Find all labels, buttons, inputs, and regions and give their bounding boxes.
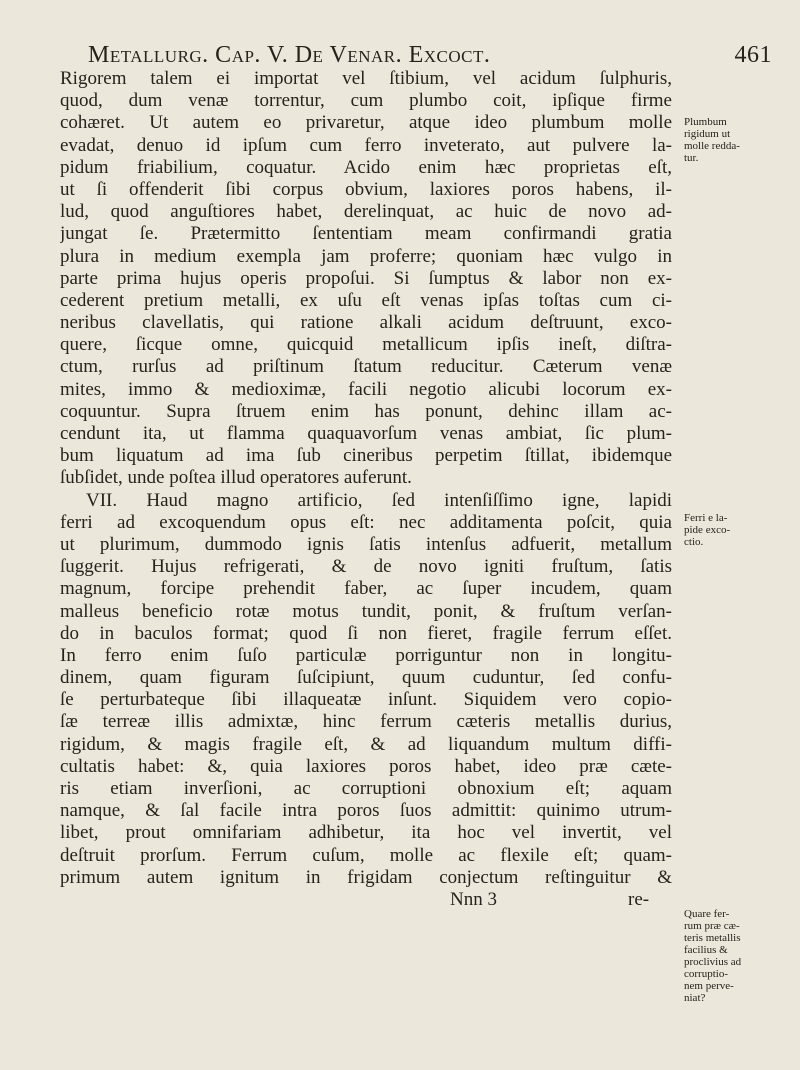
text-line: lud, quod anguſtiores habet, derelinquat, ac huic de novo ad- bbox=[60, 201, 672, 223]
running-title: Metallurg. Cap. V. De Venar. Excoct. bbox=[88, 42, 491, 68]
marginal-note-line: tur. bbox=[684, 152, 699, 164]
text-line: quere, ſicque omne, quicquid metallicum ipſis ineſt, diſtra- bbox=[60, 334, 672, 356]
main-text bbox=[60, 68, 672, 911]
text-line: cederent pretium metalli, ex uſu eſt venas ipſas toſtas cum ci- bbox=[60, 289, 672, 311]
text-line: libet, prout omnifariam adhibetur, ita hoc vel invertit, vel bbox=[60, 822, 672, 844]
text-line: dinem, quam figuram ſuſcipiunt, quum cuduntur, ſed confu- bbox=[60, 667, 672, 689]
text-line: ſuggerit. Hujus refrigerati, & de novo igniti fruſtum, ſatis bbox=[60, 556, 672, 578]
text-line: ferri ad excoquendum opus eſt: nec additamenta poſcit, quia bbox=[60, 511, 672, 533]
text-line: cultatis habet: &, quia laxiores poros habet, ideo præ cæte- bbox=[60, 755, 672, 777]
text-line: primum autem ignitum in frigidam conjectum reſtinguitur & bbox=[60, 866, 672, 888]
text-line: plura in medium exempla jam proferre; quoniam hæc vulgo in bbox=[60, 245, 672, 267]
marginal-note-line: ctio. bbox=[684, 536, 704, 548]
marginal-note-line: proclivius ad bbox=[684, 956, 742, 968]
text-line: ut ſi offenderit ſibi corpus obvium, laxiores poros habens, il- bbox=[60, 178, 672, 200]
marginal-note-line: corruptio- bbox=[684, 968, 728, 980]
marginal-note-line: rigidum ut bbox=[684, 128, 731, 140]
marginal-note-line: pide exco- bbox=[684, 524, 731, 536]
text-line: magnum, forcipe prehendit faber, ac ſuper incudem, quam bbox=[60, 578, 672, 600]
text-line: cendunt ita, ut flamma quaquavorſum venas ambiat, ſic plum- bbox=[60, 423, 672, 444]
marginal-note-line: facilius & bbox=[684, 944, 728, 956]
text-line: quod, dum venæ torrentur, cum plumbo coit, ipſique firme bbox=[60, 90, 672, 112]
text-line: mites, immo & medioximæ, facili negotio alicubi locorum ex- bbox=[60, 378, 672, 400]
text-line: bum liquatum ad ima ſub cineribus perpetim ſtillat, ibidemque bbox=[60, 445, 672, 467]
text-line: VII. Haud magno artificio, ſed intenſiſſimo igne, lapidi bbox=[86, 489, 672, 511]
marginal-note-quare bbox=[684, 908, 784, 1004]
marginal-note-ferri bbox=[684, 512, 784, 548]
text-line: coquuntur. Supra ſtruem enim has ponunt, dehinc illam ac- bbox=[60, 400, 672, 422]
text-line: malleus beneficio rotæ motus tundit, ponit, & fruſtum verſan- bbox=[60, 600, 672, 622]
text-line: ris etiam inverſioni, ac corruptioni obnoxium eſt; aquam bbox=[60, 778, 672, 799]
text-line: ſæ terreæ illis admixtæ, hinc ferrum cæteris metallis durius, bbox=[60, 711, 672, 733]
text-line: evadat, denuo id ipſum cum ferro inveterato, aut pulvere la- bbox=[60, 134, 672, 156]
text-line: ut plurimum, dummodo ignis ſatis intenſus adfuerit, metallum bbox=[60, 533, 672, 555]
text-line: ſubſidet, unde poſtea illud operatores auferunt. bbox=[60, 467, 412, 489]
page-footer bbox=[60, 889, 672, 911]
marginal-note-line: niat? bbox=[684, 992, 706, 1004]
marginal-note-line: molle redda- bbox=[684, 140, 740, 152]
text-line: parte prima hujus operis propoſui. Si ſumptus & labor non ex- bbox=[60, 267, 672, 289]
marginal-note-line: nem perve- bbox=[684, 980, 734, 992]
catchword: re- bbox=[628, 888, 650, 910]
text-line: namque, & ſal facile intra poros ſuos admittit: quinimo utrum- bbox=[60, 800, 672, 822]
text-line: jungat ſe. Prætermitto ſententiam meam confirmandi gratia bbox=[60, 223, 672, 245]
marginal-note-line: teris metallis bbox=[684, 932, 741, 944]
text-line: In ferro enim ſuſo particulæ porriguntur non in longitu- bbox=[60, 644, 672, 666]
text-line: Rigorem talem ei importat vel ſtibium, vel acidum ſulphuris, bbox=[60, 68, 672, 89]
text-line: pidum friabilium, coquatur. Acido enim hæc proprietas eſt, bbox=[60, 156, 672, 178]
text-line: do in baculos format; quod ſi non fieret, fragile ferrum eſſet. bbox=[60, 622, 672, 644]
text-line: neribus clavellatis, qui ratione alkali acidum deſtruunt, exco- bbox=[60, 312, 672, 334]
text-line: rigidum, & magis fragile eſt, & ad liquandum multum diffi- bbox=[60, 733, 672, 755]
marginal-note-line: rum præ cæ- bbox=[684, 920, 740, 932]
text-line: deſtruit prorſum. Ferrum cuſum, molle ac flexile eſt; quam- bbox=[60, 844, 672, 866]
marginal-note-line: Plumbum bbox=[684, 116, 727, 128]
text-line: ctum, rurſus ad priſtinum ſtatum reducitur. Cæterum venæ bbox=[60, 356, 672, 378]
marginal-note-line: Ferri e la- bbox=[684, 512, 728, 524]
text-line: cohæret. Ut autem eo privaretur, atque ideo plumbum molle bbox=[60, 112, 672, 134]
marginal-note-plumbum bbox=[684, 116, 784, 164]
marginal-note-line: Quare fer- bbox=[684, 908, 730, 920]
signature-mark: Nnn 3 bbox=[450, 888, 497, 910]
page-number: 461 bbox=[734, 42, 772, 68]
text-line: ſe perturbateque ſibi illaqueatæ inſunt. Siquidem vero copio- bbox=[60, 689, 672, 711]
